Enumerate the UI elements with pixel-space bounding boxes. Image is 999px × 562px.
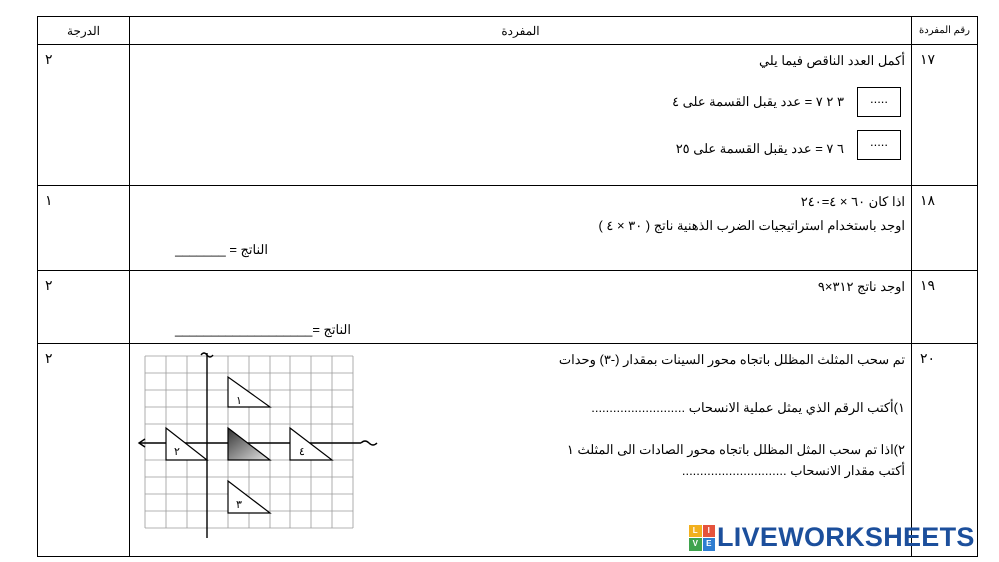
header-grade: الدرجة (37, 16, 130, 45)
header-item-number: رقم المفردة (911, 16, 978, 45)
triangle-label-3: ٣ (236, 499, 242, 511)
row-19-number: ١٩ (920, 277, 936, 293)
row-17-grade: ٢ (45, 51, 53, 67)
row-20-number: ٢٠ (920, 350, 936, 366)
row-17-line2: ٦ ٧ = عدد يقبل القسمة على ٢٥ (675, 141, 844, 156)
row-17-line1: ٣ ٢ ٧ = عدد يقبل القسمة على ٤ (672, 94, 844, 109)
row-20-grade: ٢ (45, 350, 53, 366)
row-19-result: الناتج =___________________ (174, 322, 351, 337)
row-20-question-2a: ٢)اذا تم سحب المثل المظلل باتجاه محور الصادات الى المثلث ١ (566, 442, 905, 457)
row-18-line2: اوجد باستخدام استراتيجيات الضرب الذهنية ناتج ( ٣٠ × ٤ ) (598, 218, 905, 233)
header-item: المفردة (129, 16, 912, 45)
row-18-result: الناتج = _______ (175, 242, 268, 257)
row-17-answer-box-1[interactable]: ..... (857, 87, 901, 117)
triangle-label-2: ٢ (174, 446, 180, 458)
translation-grid-figure (135, 348, 385, 544)
row-17-number: ١٧ (920, 51, 936, 67)
row-18-grade: ١ (45, 192, 53, 208)
row-17-answer-box-2[interactable]: ..... (857, 130, 901, 160)
row-19-line1: اوجد ناتج ٣١٢×٩ (817, 279, 905, 294)
row-18-line1: اذا كان ٦٠ × ٤=٢٤٠ (800, 194, 905, 209)
liveworksheets-logo-text: LIVEWORKSHEETS (717, 522, 975, 552)
row-20-grade-cell (37, 343, 130, 557)
row-18-number: ١٨ (920, 192, 936, 208)
row-20-question-1: ١)أكتب الرقم الذي يمثل عملية الانسحاب .......................... (591, 400, 905, 415)
triangle-2 (166, 428, 207, 460)
row-17-title: أكمل العدد الناقص فيما يلي (758, 53, 905, 68)
triangle-label-1: ١ (236, 395, 242, 407)
row-20-question-2b: أكتب مقدار الانسحاب ............................. (681, 463, 905, 478)
liveworksheets-logo (689, 522, 975, 553)
liveworksheets-logo-icon: L I V E (689, 525, 715, 551)
row-20-line1: تم سحب المثلث المظلل باتجاه محور السينات بمقدار (-٣) وحدات (558, 352, 905, 367)
triangle-label-4: ٤ (299, 446, 305, 458)
row-19-grade: ٢ (45, 277, 53, 293)
